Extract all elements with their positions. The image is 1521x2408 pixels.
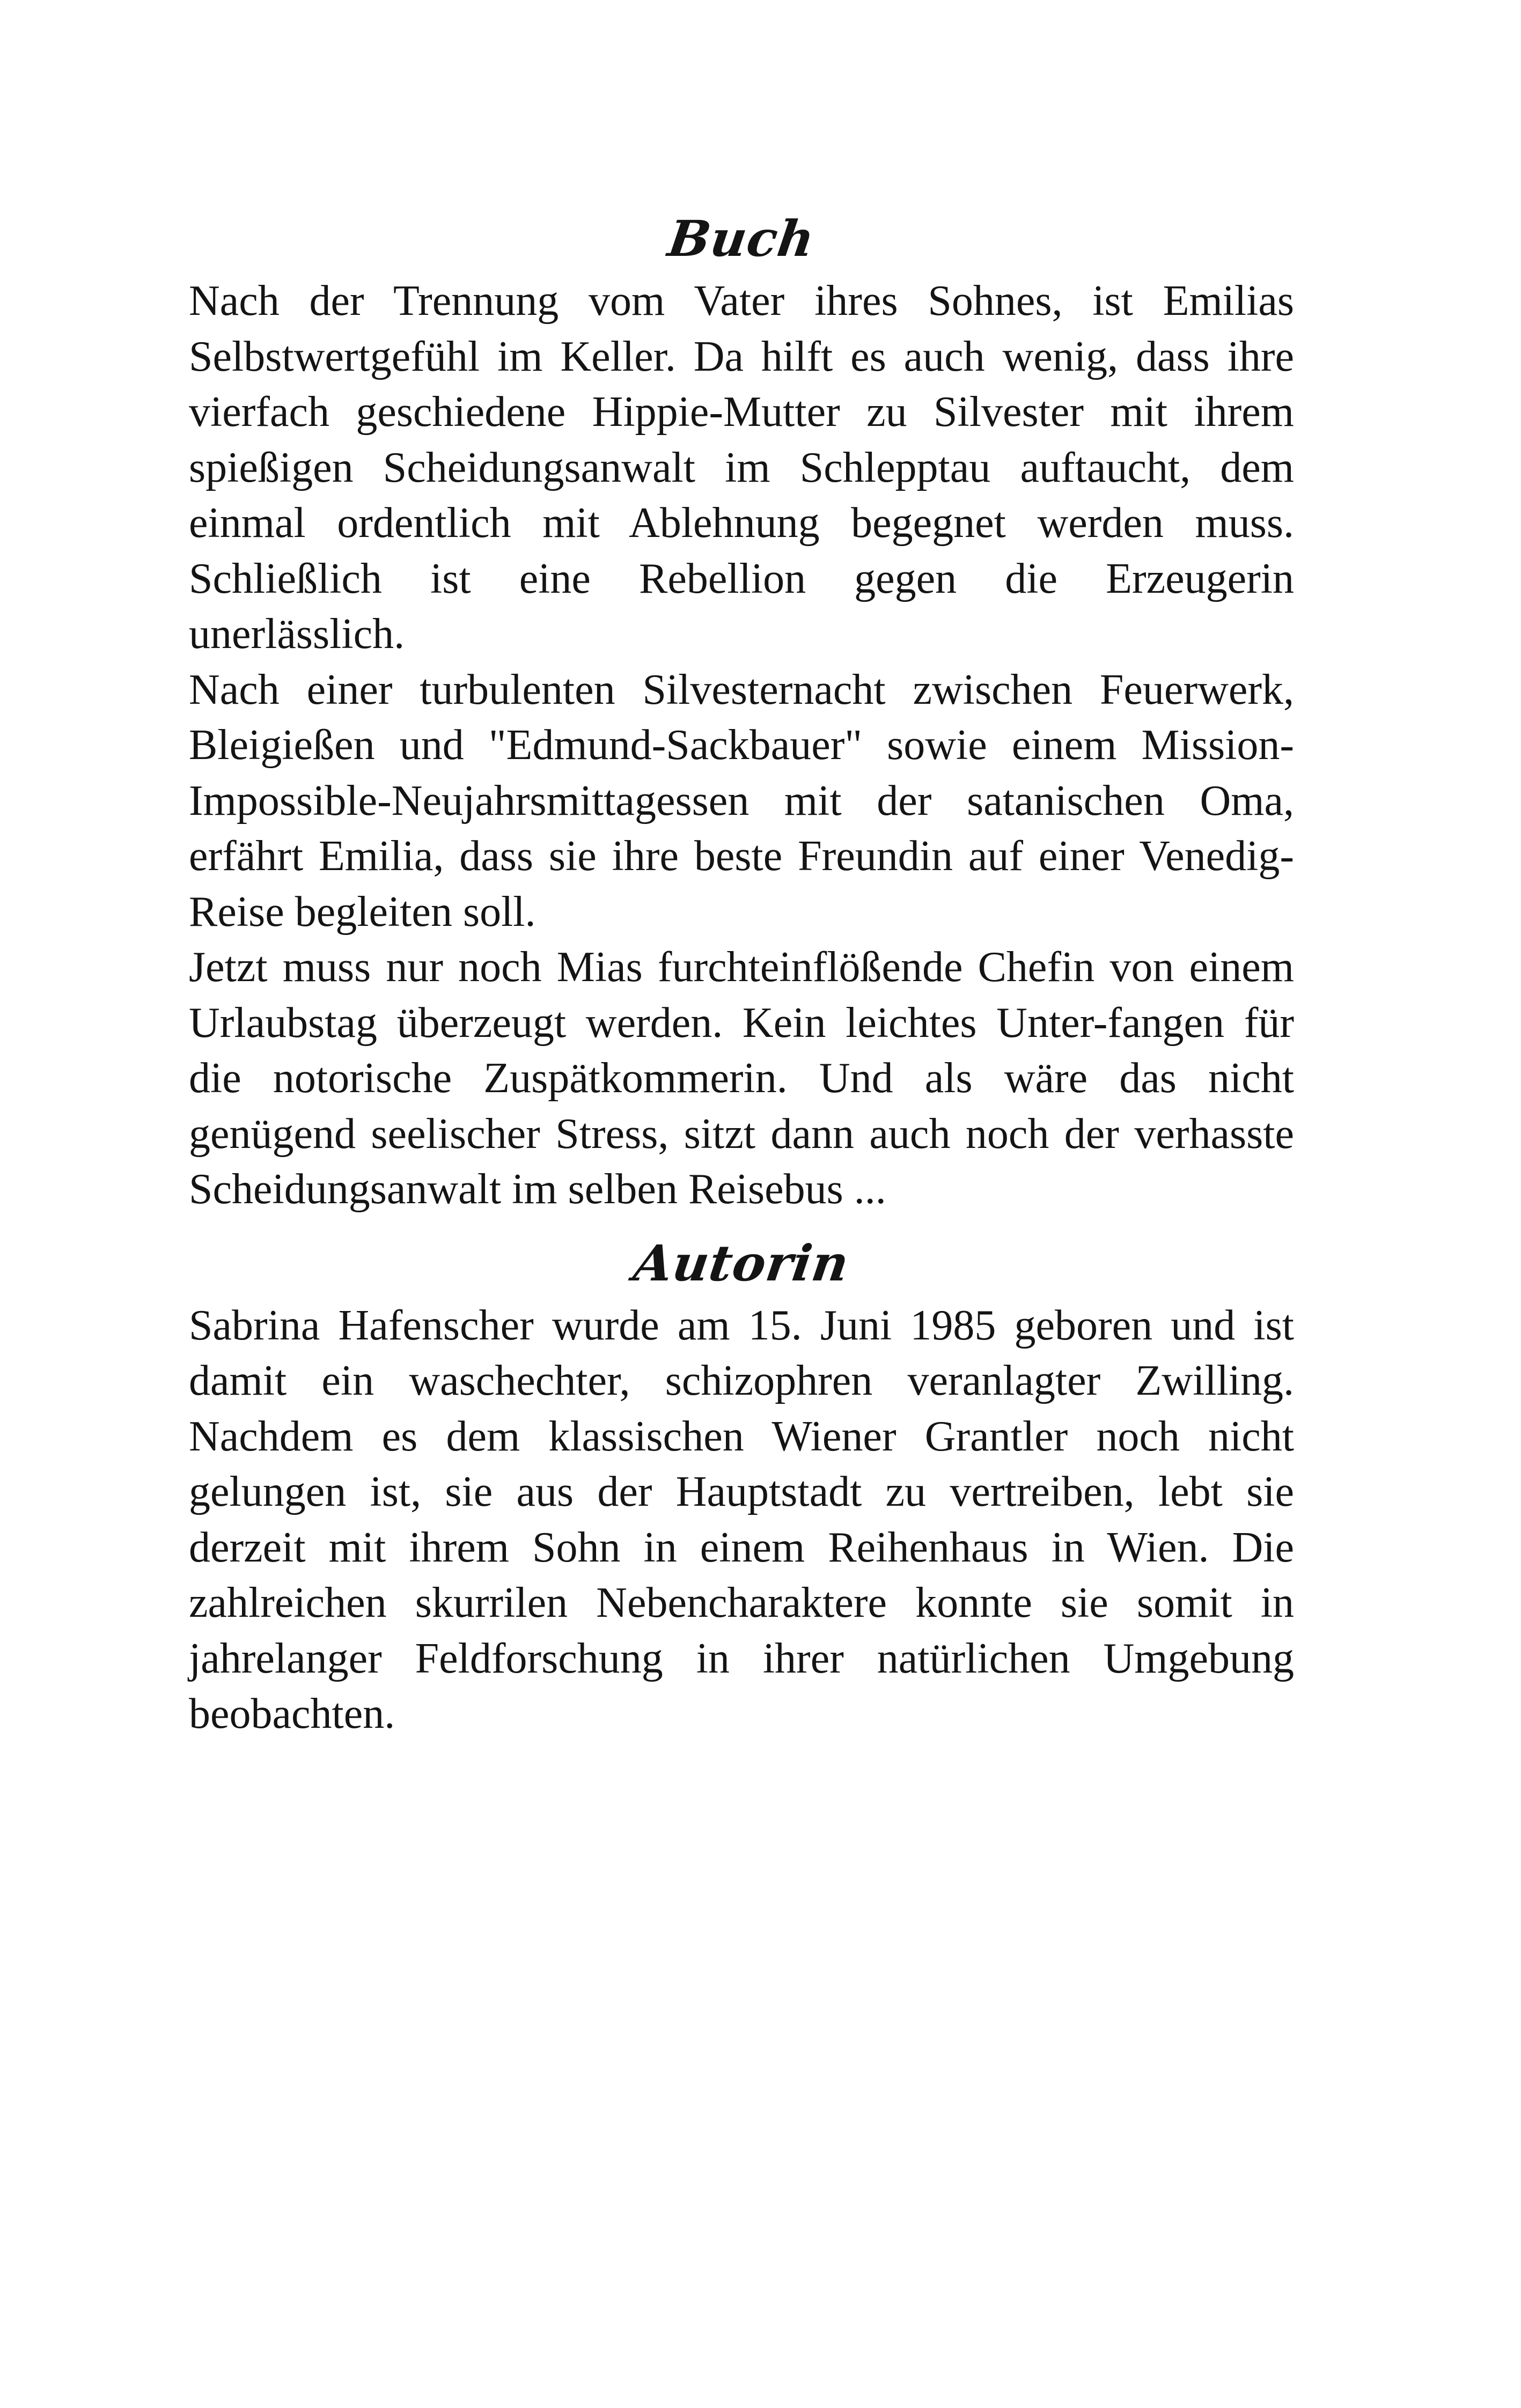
book-paragraph-2: Nach einer turbulenten Silvesternacht zwischen Feuerwerk, Bleigießen und "Edmund-Sackbauer" sowie einem Mission-Impossible-Neujahrsmittagessen mit der satanischen Oma, erfährt Emilia, dass sie ihre beste Freundin auf einer Venedig-Reise begleiten soll. <box>189 666 1294 936</box>
author-paragraph-1: Sabrina Hafenscher wurde am 15. Juni 1985 geboren und ist damit ein waschechter, schizophren veranlagter Zwilling. Nachdem es dem klassischen Wiener Grantler noch nicht gelungen ist, sie aus der Hauptstadt zu vertreiben, lebt sie derzeit mit ihrem Sohn in einem Reihenhaus in Wien. Die zahlreichen skurrilen Nebencharaktere konnte sie somit in jahrelanger Feldforschung in ihrer natürlichen Umgebung beobachten. <box>189 1301 1294 1737</box>
book-paragraph-1: Nach der Trennung vom Vater ihres Sohnes, ist Emilias Selbstwertgefühl im Keller. Da hilft es auch wenig, dass ihre vierfach geschiedene Hippie-Mutter zu Silvester mit ihrem spießigen Scheidungsanwalt im Schlepptau auftaucht, dem einmal ordentlich mit Ablehnung begegnet werden muss. Schließlich ist eine Rebellion gegen die Erzeugerin unerlässlich. <box>189 277 1294 658</box>
book-paragraph-3: Jetzt muss nur noch Mias furchteinflößende Chefin von einem Urlaubstag überzeugt werden. Kein leichtes Unter-fangen für die notorische Zuspätkommerin. Und als wäre das nicht genügend seelischer Stress, sitzt dann auch noch der verhasste Scheidungsanwalt im selben Reisebus ... <box>189 944 1294 1213</box>
author-heading: Autorin <box>630 1234 853 1292</box>
page-content <box>189 204 1294 1742</box>
section-spacer <box>189 1218 1294 1228</box>
book-heading: Buch <box>664 210 819 268</box>
